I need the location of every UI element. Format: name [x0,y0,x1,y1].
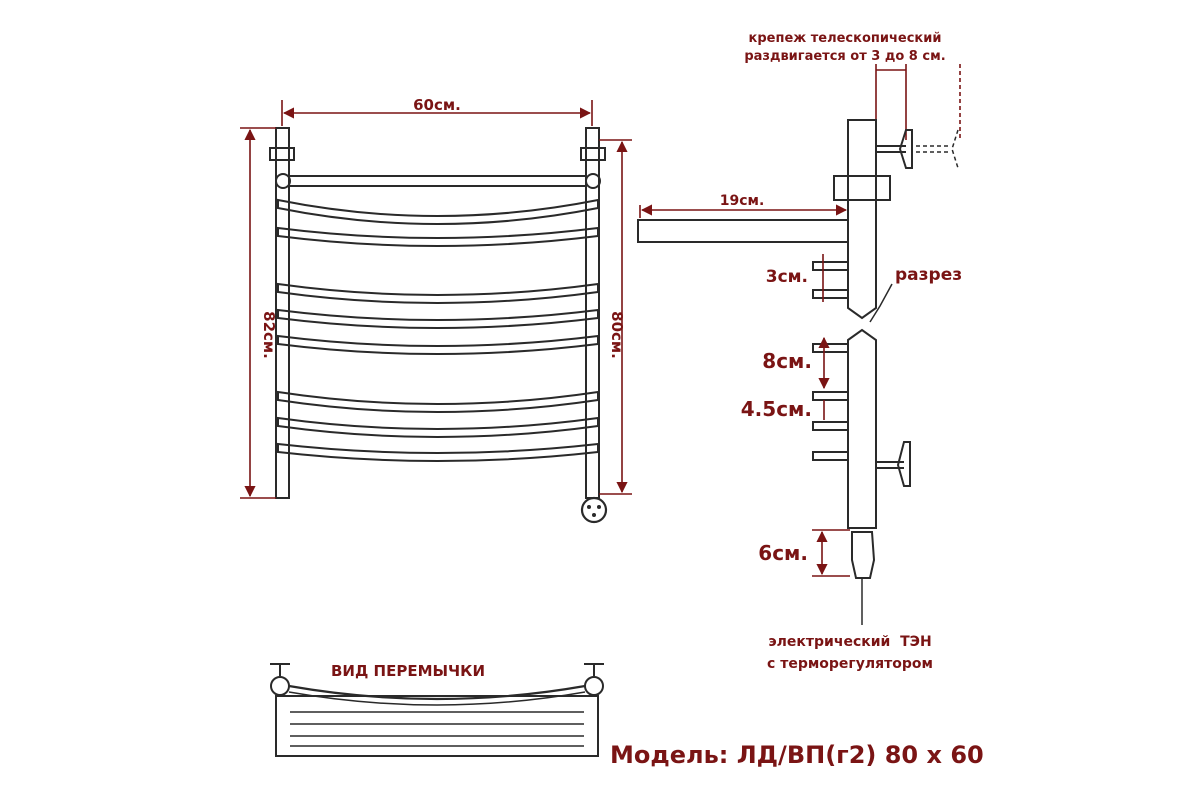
heater-note-line1: электрический ТЭН [768,634,932,650]
rung-stub [813,262,848,270]
jumper-joint-left [271,677,289,695]
heater-plug-icon [582,498,606,522]
rung [278,418,598,437]
rung [278,444,598,461]
depth-label: 19см. [719,193,765,209]
top-shelf [638,220,848,242]
rung-stub [813,392,848,400]
left-clamp [270,148,294,160]
lower-post [848,330,876,528]
jumper-view [270,662,604,756]
front-view [240,96,632,522]
clamp-block [834,176,890,200]
rung-stub [813,422,848,430]
right-clamp [581,148,605,160]
plug-pin [597,505,601,509]
gap-3-label: 3см. [765,267,808,287]
section-label: разрез [895,265,963,285]
left-height-label: 82см. [260,311,278,359]
left-joint [276,174,290,188]
top-bar [289,176,586,186]
model-label: Модель: ЛД/ВП(г2) 80 х 60 [610,741,984,769]
rung-stub [813,452,848,460]
width-label: 60см. [413,96,461,114]
plug-pin [587,505,591,509]
rung [278,336,598,354]
right-joint [586,174,600,188]
plug-pin [592,513,596,517]
gap-8-label: 8см. [762,349,812,373]
gap-45-label: 4.5см. [740,397,812,421]
jumper-title: ВИД ПЕРЕМЫЧКИ [330,662,486,680]
rung [278,392,598,412]
right-height-label: 80см. [608,311,626,359]
wall-flange-icon [898,442,910,486]
mount-note-line2: раздвигается от 3 до 8 см. [744,49,946,64]
rung [278,200,598,224]
heater-element-icon [852,532,874,578]
gap-6-label: 6см. [758,541,808,565]
mount-note-line1: крепеж телескопический [748,31,942,46]
jumper-joint-right [585,677,603,695]
rung [278,284,598,303]
heater-note-line2: с терморегулятором [767,656,933,672]
side-view [638,31,962,672]
jumper-arc [289,686,585,699]
rung [278,310,598,328]
wall-flange-extended [952,130,958,168]
section-leader [870,284,892,322]
rungs [278,200,598,461]
rung-stub [813,344,848,352]
rung [278,228,598,246]
upper-post [848,120,876,318]
rung-stub [813,290,848,298]
